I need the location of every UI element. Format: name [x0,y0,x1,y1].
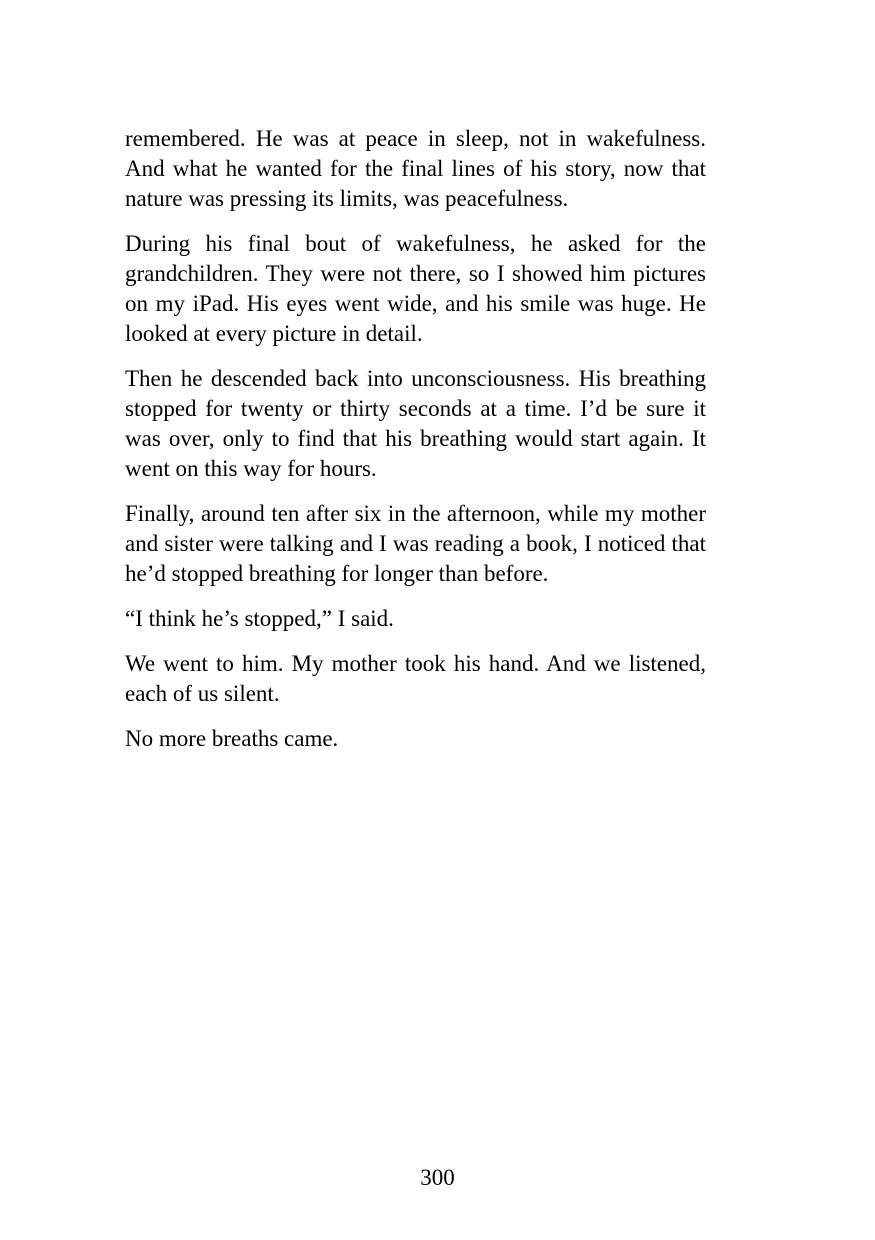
page-number: 300 [420,1165,455,1190]
paragraph-7: No more breaths came. [125,726,339,751]
paragraph-5: “I think he’s stopped,” I said. [125,606,394,631]
paragraph-2: During his final bout of wakefulness, he asked for the grandchildren. They were not there, so I showed him pictures on my iPad. His eyes went wide, and his smile was huge. He looked at every picture in detail. [125,231,706,346]
page-body [125,124,706,769]
paragraph-4: Finally, around ten after six in the afternoon, while my mother and sister were talking and I was reading a book, I noticed that he’d stopped breathing for longer than before. [125,501,706,586]
paragraph-6: We went to him. My mother took his hand. And we listened, each of us silent. [125,651,706,706]
paragraph-1: remembered. He was at peace in sleep, not in wakefulness. And what he wanted for the final lines of his story, now that nature was pressing its limits, was peacefulness. [125,126,706,211]
paragraph-3: Then he descended back into unconsciousness. His breathing stopped for twenty or thirty seconds at a time. I’d be sure it was over, only to find that his breathing would start again. It went on this way for hours. [125,366,706,481]
